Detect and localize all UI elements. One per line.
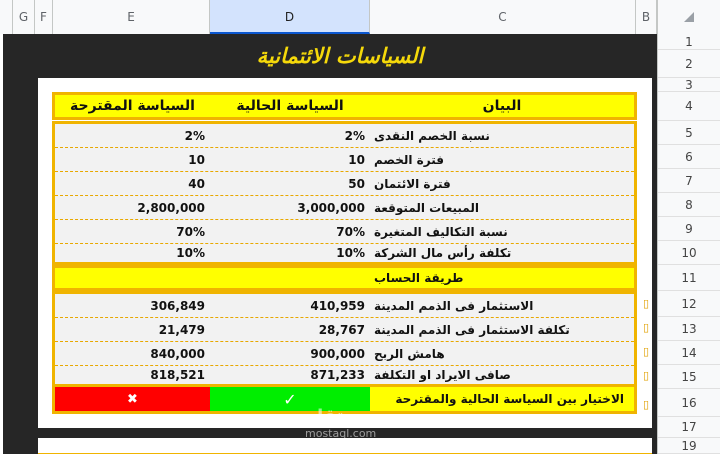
row-header[interactable]: 4 — [658, 92, 720, 121]
table-row — [55, 366, 634, 384]
row-header[interactable]: 6 — [658, 145, 720, 169]
page-title: السياسات الائتمانية — [256, 44, 424, 68]
table-header — [52, 92, 637, 120]
row-header[interactable]: 7 — [658, 169, 720, 193]
row-header[interactable]: 1 — [658, 34, 720, 50]
row-header[interactable]: 10 — [658, 241, 720, 265]
column-header-e[interactable]: E — [53, 0, 210, 34]
current-value[interactable]: 28,767 — [318, 322, 365, 337]
row-label: تكلفة الاستثمار فى الذمم المدينة — [374, 322, 570, 337]
header-proposed: السياسة المقترحة — [70, 98, 195, 114]
proposed-value[interactable]: 10% — [176, 246, 205, 260]
row-header[interactable]: 14 — [658, 341, 720, 365]
select-all-icon — [684, 12, 694, 22]
current-value[interactable]: 900,000 — [310, 346, 365, 361]
row-header[interactable]: 15 — [658, 365, 720, 389]
proposed-value[interactable]: 840,000 — [150, 346, 205, 361]
proposed-value[interactable]: 21,479 — [158, 322, 205, 337]
header-label: البيان — [482, 98, 522, 114]
check-icon: ✓ — [283, 389, 297, 409]
select-all-corner[interactable] — [657, 0, 720, 34]
column-header-d[interactable]: D — [210, 0, 370, 34]
current-value[interactable]: 70% — [336, 224, 365, 239]
method-section-header — [52, 265, 637, 291]
watermark — [305, 406, 376, 440]
column-header-bar — [0, 0, 720, 35]
row-label: المبيعات المتوقعة — [374, 200, 479, 215]
row-header[interactable]: 11 — [658, 265, 720, 291]
sheet-grid[interactable] — [0, 34, 657, 454]
proposed-value[interactable]: 70% — [176, 224, 205, 239]
current-value[interactable]: 10 — [348, 152, 365, 167]
watermark-latin: mostaql.com — [305, 427, 377, 440]
table-row — [55, 196, 634, 220]
header-current: السياسة الحالية — [236, 98, 344, 114]
row-header[interactable]: 16 — [658, 389, 720, 417]
row-label: فترة الائتمان — [374, 176, 451, 191]
row-header[interactable]: 2 — [658, 50, 720, 78]
current-value[interactable]: 871,233 — [310, 368, 365, 382]
bullet-marker-icon: ▯ — [642, 321, 650, 334]
table-row — [55, 244, 634, 262]
bullet-marker-icon: ▯ — [642, 297, 650, 310]
row-label: فترة الخصم — [374, 152, 444, 167]
row-label: صافى الايراد او التكلفة — [374, 368, 511, 382]
table-row — [55, 294, 634, 318]
table-row — [55, 318, 634, 342]
row-header[interactable]: 13 — [658, 317, 720, 341]
column-header-f[interactable]: F — [35, 0, 53, 34]
current-value[interactable]: 50 — [348, 176, 365, 191]
current-value[interactable]: 3,000,000 — [297, 200, 365, 215]
results-table — [52, 291, 637, 387]
inputs-table — [52, 121, 637, 265]
column-header-g[interactable]: G — [13, 0, 35, 34]
table-row — [55, 148, 634, 172]
watermark-arabic: مستقل — [307, 406, 374, 427]
row-header[interactable]: 12 — [658, 291, 720, 317]
row-header[interactable]: 3 — [658, 78, 720, 92]
row-header[interactable]: 8 — [658, 193, 720, 217]
proposed-value[interactable]: 40 — [188, 176, 205, 191]
current-value[interactable]: 10% — [336, 246, 365, 260]
proposed-value[interactable]: 306,849 — [150, 298, 205, 313]
table-row — [55, 342, 634, 366]
row-label: الاستثمار فى الذمم المدينة — [374, 298, 534, 313]
table-row — [55, 220, 634, 244]
row-header-bar — [657, 34, 720, 454]
column-header-b[interactable]: B — [636, 0, 657, 34]
proposed-rejected-cell — [55, 387, 210, 411]
choice-label: الاختيار بين السياسة الحالية والمقترحة — [395, 392, 624, 406]
bullet-marker-icon: ▯ — [642, 369, 650, 382]
table-row — [55, 124, 634, 148]
bullet-marker-icon: ▯ — [642, 345, 650, 358]
second-panel — [38, 438, 652, 454]
table-row — [55, 172, 634, 196]
method-label: طريقة الحساب — [374, 271, 464, 285]
row-label: تكلفة رأس مال الشركة — [374, 246, 512, 260]
proposed-value[interactable]: 2,800,000 — [137, 200, 205, 215]
row-label: نسبة الخصم النقدى — [374, 128, 490, 143]
proposed-value[interactable]: 818,521 — [150, 368, 205, 382]
column-header-stub[interactable] — [0, 0, 13, 34]
row-label: هامش الربح — [374, 346, 445, 361]
current-value[interactable]: 2% — [344, 128, 365, 143]
row-label: نسبة التكاليف المتغيرة — [374, 224, 508, 239]
row-header[interactable]: 17 — [658, 417, 720, 438]
row-header[interactable]: 5 — [658, 121, 720, 145]
proposed-value[interactable]: 10 — [188, 152, 205, 167]
current-value[interactable]: 410,959 — [310, 298, 365, 313]
cross-icon: ✖ — [127, 391, 138, 407]
row-header[interactable]: 9 — [658, 217, 720, 241]
bullet-marker-icon: ▯ — [642, 398, 650, 411]
row-header[interactable]: 19 — [658, 438, 720, 454]
column-header-c[interactable]: C — [370, 0, 636, 34]
proposed-value[interactable]: 2% — [184, 128, 205, 143]
